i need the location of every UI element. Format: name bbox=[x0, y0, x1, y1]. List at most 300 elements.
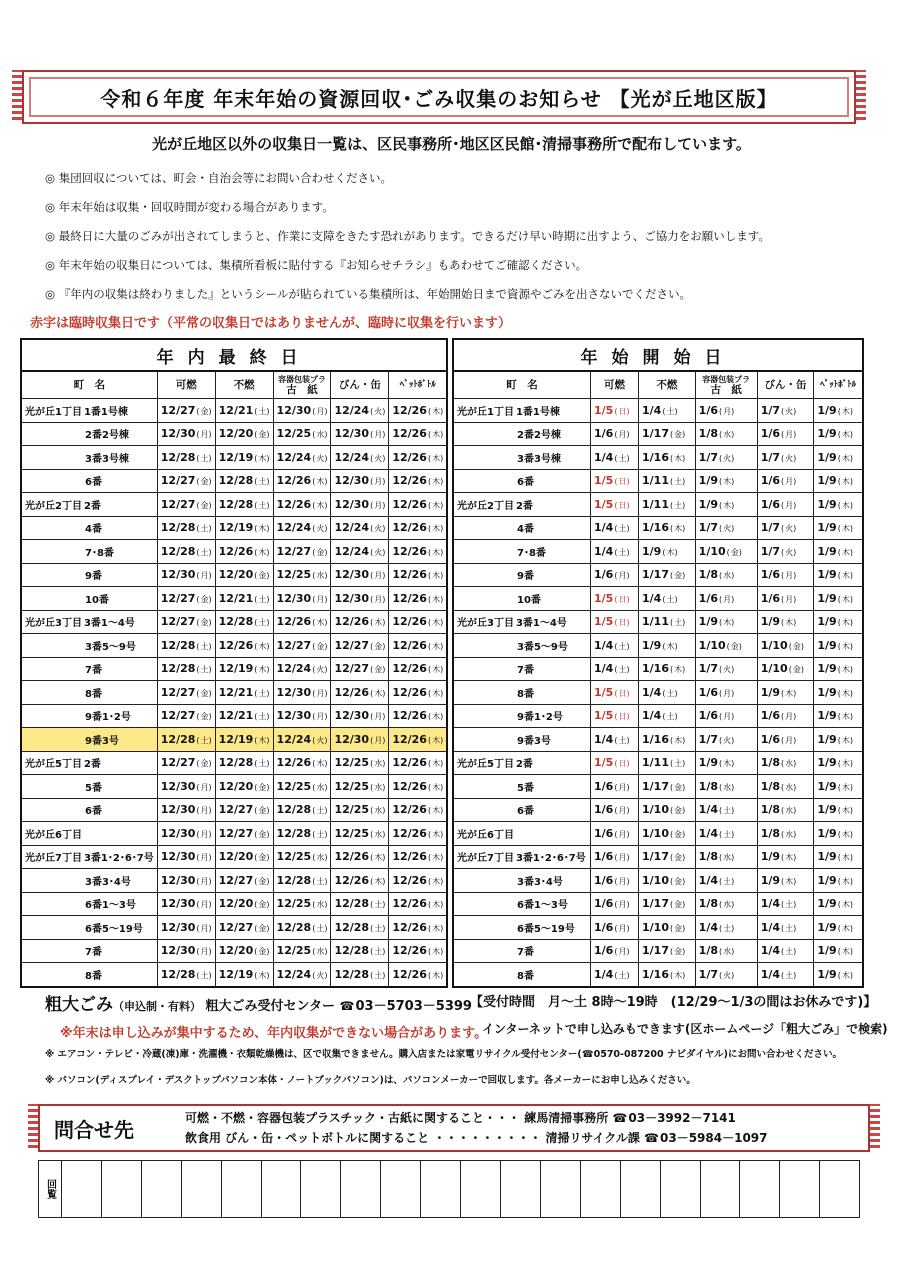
paren: ( bbox=[837, 829, 841, 839]
date-value: 12/26 bbox=[392, 944, 427, 958]
paren: ) bbox=[440, 500, 444, 510]
weekday-value: 木 bbox=[841, 500, 850, 510]
paren: ( bbox=[196, 430, 200, 440]
weekday-value: 金 bbox=[674, 923, 683, 933]
paren: ( bbox=[196, 829, 200, 839]
block-name: 9番3号 bbox=[85, 735, 119, 747]
weekday-value: 金 bbox=[730, 547, 739, 557]
paren: ( bbox=[370, 970, 374, 980]
date-cell bbox=[215, 869, 273, 893]
table-row bbox=[21, 916, 447, 940]
paren: ( bbox=[196, 947, 200, 957]
date-value: 12/21 bbox=[218, 685, 254, 699]
weekday-value: 木 bbox=[374, 853, 383, 863]
paren: ) bbox=[208, 900, 212, 910]
note-item: ◎ 『年内の収集は終わりました』というシールが貼られている集積所は、年始開始日まで資源やごみを出さないでください。 bbox=[45, 287, 691, 301]
weekday-value: 土 bbox=[674, 500, 683, 510]
date-cell bbox=[157, 540, 215, 564]
paren: ) bbox=[382, 594, 386, 604]
weekday-value: 土 bbox=[374, 970, 383, 980]
town-cell bbox=[21, 422, 157, 446]
weekday-value: 金 bbox=[792, 665, 801, 675]
phone-icon: ☎ bbox=[612, 1111, 628, 1125]
date-cell bbox=[591, 540, 639, 564]
date-cell bbox=[695, 399, 757, 423]
title-banner bbox=[22, 70, 856, 124]
town-cell bbox=[453, 822, 591, 846]
date-value: 12/27 bbox=[160, 591, 196, 605]
paren: ( bbox=[614, 618, 618, 628]
weekday-value: 土 bbox=[618, 453, 627, 463]
date-cell bbox=[695, 516, 757, 540]
paren: ( bbox=[837, 876, 841, 886]
paren: ) bbox=[440, 759, 444, 769]
table-row bbox=[453, 892, 863, 916]
date-cell bbox=[639, 704, 696, 728]
date-value: 1/10 bbox=[642, 803, 669, 817]
paren: ( bbox=[837, 594, 841, 604]
date-cell bbox=[591, 939, 639, 963]
date-cell bbox=[215, 469, 273, 493]
paren: ) bbox=[324, 524, 328, 534]
date-value: 1/9 bbox=[760, 685, 781, 699]
date-cell bbox=[331, 587, 389, 611]
paren: ( bbox=[370, 430, 374, 440]
weekday-value: 土 bbox=[200, 641, 209, 651]
date-cell bbox=[331, 563, 389, 587]
date-value: 1/8 bbox=[698, 568, 718, 582]
note-item: ◎ 年末年始は収集・回収時間が変わる場合があります。 bbox=[45, 200, 334, 214]
date-value: 12/25 bbox=[276, 568, 312, 582]
date-value: 1/8 bbox=[760, 756, 781, 770]
date-value: 1/10 bbox=[642, 826, 669, 840]
date-value: 12/26 bbox=[276, 615, 312, 629]
date-value: 12/30 bbox=[334, 474, 370, 488]
town-cell bbox=[21, 399, 157, 423]
date-value: 12/28 bbox=[276, 803, 312, 817]
date-cell bbox=[639, 798, 696, 822]
paren: ( bbox=[837, 430, 841, 440]
town-name: 光が丘2丁目 bbox=[457, 500, 514, 512]
weekday-value: 水 bbox=[785, 829, 794, 839]
date-cell bbox=[215, 845, 273, 869]
date-cell bbox=[695, 916, 757, 940]
table-row bbox=[21, 657, 447, 681]
paren: ) bbox=[208, 547, 212, 557]
town-cell bbox=[21, 916, 157, 940]
date-value: 12/27 bbox=[160, 615, 196, 629]
paren: ) bbox=[208, 782, 212, 792]
column-header bbox=[695, 371, 757, 399]
date-cell bbox=[389, 728, 447, 752]
weekday-value: 水 bbox=[316, 900, 325, 910]
date-cell bbox=[814, 587, 863, 611]
paren: ( bbox=[427, 876, 432, 886]
paren: ) bbox=[208, 923, 212, 933]
weekday-value: 金 bbox=[374, 665, 383, 675]
date-value: 1/16 bbox=[642, 662, 669, 676]
paren: ) bbox=[440, 829, 444, 839]
date-value: 1/5 bbox=[594, 403, 614, 417]
paren: ) bbox=[626, 594, 630, 604]
block-name: 3番5～9号 bbox=[517, 641, 568, 653]
column-header: 町 名 bbox=[453, 371, 591, 399]
date-value: 12/30 bbox=[160, 873, 196, 887]
column-header: ﾍﾟｯﾄﾎﾞﾄﾙ bbox=[389, 371, 447, 399]
paren: ( bbox=[312, 735, 316, 745]
date-value: 1/9 bbox=[817, 685, 837, 699]
table-row bbox=[453, 728, 863, 752]
weekday-value: 木 bbox=[432, 876, 441, 886]
paren: ) bbox=[440, 430, 444, 440]
weekday-value: 木 bbox=[841, 782, 850, 792]
paren: ) bbox=[793, 947, 797, 957]
paren: ) bbox=[793, 900, 797, 910]
date-value: 12/26 bbox=[392, 474, 427, 488]
paren: ( bbox=[670, 759, 674, 769]
date-cell bbox=[757, 657, 814, 681]
stamp-cell bbox=[581, 1161, 621, 1217]
date-value: 1/9 bbox=[817, 803, 837, 817]
paren: ) bbox=[849, 500, 853, 510]
weekday-value: 月 bbox=[618, 947, 627, 957]
date-cell bbox=[757, 916, 814, 940]
paren: ( bbox=[614, 970, 618, 980]
date-cell bbox=[757, 610, 814, 634]
paren: ( bbox=[370, 876, 374, 886]
paren: ) bbox=[382, 735, 386, 745]
paren: ) bbox=[440, 406, 444, 416]
paren: ( bbox=[427, 665, 432, 675]
paren: ) bbox=[440, 900, 444, 910]
paren: ) bbox=[382, 618, 386, 628]
paren: ( bbox=[837, 477, 841, 487]
weekday-value: 水 bbox=[785, 759, 794, 769]
paren: ) bbox=[626, 665, 630, 675]
date-value: 12/25 bbox=[276, 427, 312, 441]
town-cell bbox=[21, 822, 157, 846]
weekday-value: 木 bbox=[841, 665, 850, 675]
weekday-value: 月 bbox=[200, 853, 209, 863]
paren: ) bbox=[793, 782, 797, 792]
paren: ) bbox=[731, 759, 735, 769]
paren: ( bbox=[837, 453, 841, 463]
date-cell bbox=[273, 681, 331, 705]
town-name: 光が丘3丁目 bbox=[457, 618, 514, 630]
date-cell bbox=[389, 634, 447, 658]
paren: ( bbox=[614, 712, 618, 722]
date-value: 1/6 bbox=[760, 591, 781, 605]
paren: ) bbox=[626, 853, 630, 863]
date-cell bbox=[215, 916, 273, 940]
date-value: 12/20 bbox=[218, 850, 254, 864]
inquiry-line bbox=[185, 1109, 736, 1126]
paren: ) bbox=[849, 618, 853, 628]
note-item: ◎ 年末年始の収集日については、集積所看板に貼付する『お知らせチラシ』もあわせてご確認ください。 bbox=[45, 258, 588, 272]
paren: ) bbox=[849, 477, 853, 487]
weekday-value: 金 bbox=[674, 900, 683, 910]
paren: ) bbox=[208, 712, 212, 722]
paren: ) bbox=[793, 829, 797, 839]
date-value: 1/8 bbox=[698, 944, 718, 958]
paren: ( bbox=[196, 806, 200, 816]
date-value: 1/10 bbox=[642, 873, 669, 887]
date-value: 12/20 bbox=[218, 568, 254, 582]
date-cell bbox=[157, 775, 215, 799]
date-value: 12/19 bbox=[218, 450, 254, 464]
date-cell bbox=[757, 892, 814, 916]
date-value: 12/26 bbox=[392, 591, 427, 605]
paren: ) bbox=[382, 524, 386, 534]
date-cell bbox=[757, 634, 814, 658]
weekday-value: 木 bbox=[841, 947, 850, 957]
block-name: 6番1～3号 bbox=[517, 900, 568, 912]
paren: ( bbox=[670, 900, 674, 910]
weekday-value: 火 bbox=[374, 547, 383, 557]
date-value: 1/4 bbox=[760, 967, 781, 981]
date-cell bbox=[389, 869, 447, 893]
weekday-value: 木 bbox=[666, 547, 675, 557]
town-name: 光が丘6丁目 bbox=[457, 829, 514, 841]
date-value: 12/28 bbox=[334, 897, 370, 911]
paren: ( bbox=[719, 806, 723, 816]
paren: ( bbox=[781, 759, 785, 769]
date-cell bbox=[591, 563, 639, 587]
date-value: 1/9 bbox=[817, 709, 837, 723]
date-cell bbox=[215, 563, 273, 587]
date-cell bbox=[157, 587, 215, 611]
table-row bbox=[453, 657, 863, 681]
date-cell bbox=[814, 610, 863, 634]
date-cell bbox=[273, 775, 331, 799]
paren: ( bbox=[370, 947, 374, 957]
date-cell bbox=[331, 610, 389, 634]
date-value: 1/9 bbox=[817, 427, 837, 441]
block-name: 9番 bbox=[85, 571, 102, 583]
paren: ( bbox=[427, 923, 432, 933]
weekday-value: 日 bbox=[618, 406, 627, 416]
paren: ( bbox=[312, 524, 316, 534]
date-cell bbox=[695, 869, 757, 893]
weekday-value: 月 bbox=[618, 900, 627, 910]
paren: ( bbox=[312, 853, 316, 863]
weekday-value: 木 bbox=[374, 688, 383, 698]
year-end-body bbox=[21, 399, 447, 987]
date-cell bbox=[273, 751, 331, 775]
town-cell bbox=[453, 422, 591, 446]
town-cell bbox=[21, 704, 157, 728]
paren: ( bbox=[614, 430, 618, 440]
weekday-value: 土 bbox=[618, 524, 627, 534]
weekday-value: 月 bbox=[374, 500, 383, 510]
weekday-value: 火 bbox=[723, 524, 732, 534]
block-name: 7番 bbox=[517, 947, 534, 959]
paren: ( bbox=[614, 406, 618, 416]
paren: ( bbox=[614, 688, 618, 698]
paren: ) bbox=[208, 876, 212, 886]
date-cell bbox=[591, 845, 639, 869]
paren: ) bbox=[682, 524, 686, 534]
paren: ) bbox=[849, 806, 853, 816]
date-cell bbox=[331, 399, 389, 423]
paren: ) bbox=[793, 759, 797, 769]
stamp-cell bbox=[381, 1161, 421, 1217]
paren: ) bbox=[682, 806, 686, 816]
weekday-value: 金 bbox=[316, 547, 325, 557]
town-cell bbox=[453, 939, 591, 963]
date-cell bbox=[695, 446, 757, 470]
paren: ) bbox=[674, 641, 678, 651]
weekday-value: 金 bbox=[258, 947, 267, 957]
weekday-value: 水 bbox=[723, 900, 732, 910]
date-cell bbox=[591, 657, 639, 681]
weekday-value: 木 bbox=[841, 829, 850, 839]
bulk-paren: （申込制・有料） bbox=[113, 1000, 201, 1013]
weekday-value: 木 bbox=[374, 876, 383, 886]
block-name: 7番 bbox=[517, 665, 534, 677]
town-name: 光が丘7丁目 bbox=[25, 853, 82, 865]
paren: ( bbox=[254, 618, 258, 628]
date-value: 12/28 bbox=[160, 544, 196, 558]
subtitle: 光が丘地区以外の収集日一覧は、区民事務所･地区区民館･清掃事務所で配布しています。 bbox=[152, 135, 751, 153]
date-cell bbox=[695, 775, 757, 799]
date-value: 1/6 bbox=[698, 709, 718, 723]
weekday-value: 水 bbox=[316, 853, 325, 863]
date-cell bbox=[389, 798, 447, 822]
date-cell bbox=[215, 399, 273, 423]
table-row bbox=[21, 775, 447, 799]
weekday-value: 月 bbox=[723, 688, 732, 698]
weekday-value: 金 bbox=[258, 829, 267, 839]
date-value: 1/9 bbox=[817, 497, 837, 511]
paren: ) bbox=[674, 594, 678, 604]
date-cell bbox=[591, 728, 639, 752]
date-cell bbox=[389, 399, 447, 423]
date-cell bbox=[814, 493, 863, 517]
date-value: 12/19 bbox=[218, 521, 254, 535]
paren: ) bbox=[793, 712, 797, 722]
paren: ( bbox=[837, 688, 841, 698]
block-name: 8番 bbox=[85, 688, 102, 700]
paren: ) bbox=[208, 641, 212, 651]
weekday-value: 日 bbox=[618, 594, 627, 604]
date-cell bbox=[331, 681, 389, 705]
paren: ) bbox=[682, 571, 686, 581]
weekday-value: 土 bbox=[316, 806, 325, 816]
weekday-value: 金 bbox=[200, 618, 209, 628]
paren: ( bbox=[370, 759, 374, 769]
paren: ) bbox=[440, 547, 444, 557]
paren: ) bbox=[266, 453, 270, 463]
date-value: 1/9 bbox=[817, 873, 837, 887]
date-value: 12/28 bbox=[334, 967, 370, 981]
paren: ) bbox=[849, 829, 853, 839]
date-value: 1/4 bbox=[642, 709, 662, 723]
date-cell bbox=[814, 939, 863, 963]
table-row bbox=[21, 634, 447, 658]
paren: ( bbox=[370, 853, 374, 863]
paren: ( bbox=[726, 641, 730, 651]
table-row bbox=[453, 587, 863, 611]
date-cell bbox=[157, 892, 215, 916]
weekday-value: 土 bbox=[258, 712, 267, 722]
date-cell bbox=[591, 751, 639, 775]
date-cell bbox=[215, 422, 273, 446]
date-cell bbox=[695, 493, 757, 517]
note-item: ◎ 最終日に大量のごみが出されてしまうと、作業に支障をきたす恐れがあります。できるだけ早い時期に出すよう、ご協力をお願いします。 bbox=[45, 229, 770, 243]
paren: ( bbox=[781, 453, 785, 463]
weekday-value: 土 bbox=[666, 594, 675, 604]
date-value: 1/10 bbox=[760, 662, 788, 676]
date-cell bbox=[331, 516, 389, 540]
date-cell bbox=[695, 822, 757, 846]
bulk-warning: ※年末は申し込みが集中するため、年内収集ができない場合があります。 bbox=[60, 1026, 488, 1041]
town-cell bbox=[21, 469, 157, 493]
block-name: 1番1号棟 bbox=[83, 406, 128, 418]
weekday-value: 木 bbox=[432, 829, 441, 839]
paren: ( bbox=[254, 665, 258, 675]
date-value: 12/30 bbox=[334, 497, 370, 511]
weekday-value: 日 bbox=[618, 688, 627, 698]
date-value: 12/25 bbox=[276, 897, 312, 911]
paren: ( bbox=[312, 947, 316, 957]
date-value: 1/10 bbox=[698, 544, 726, 558]
date-cell bbox=[389, 422, 447, 446]
date-cell bbox=[695, 422, 757, 446]
paren: ( bbox=[670, 853, 674, 863]
date-cell bbox=[331, 469, 389, 493]
town-cell bbox=[453, 681, 591, 705]
paren: ( bbox=[196, 618, 200, 628]
town-cell bbox=[453, 493, 591, 517]
date-value: 1/4 bbox=[594, 967, 614, 981]
block-name: 3番3号棟 bbox=[85, 453, 129, 465]
phone-icon: ☎ bbox=[644, 1131, 659, 1145]
weekday-value: 日 bbox=[618, 759, 627, 769]
block-name: 9番1･2号 bbox=[85, 712, 131, 724]
column-header: びん・缶 bbox=[757, 371, 814, 399]
date-value: 1/7 bbox=[760, 450, 781, 464]
town-cell bbox=[453, 775, 591, 799]
paren: ) bbox=[266, 947, 270, 957]
weekday-value: 木 bbox=[258, 735, 267, 745]
block-name: 7･8番 bbox=[517, 547, 546, 559]
paren: ) bbox=[266, 524, 270, 534]
date-value: 12/24 bbox=[276, 732, 312, 746]
paren: ( bbox=[254, 900, 258, 910]
date-cell bbox=[695, 681, 757, 705]
paren: ) bbox=[324, 665, 328, 675]
weekday-value: 木 bbox=[432, 759, 441, 769]
paren: ( bbox=[719, 453, 723, 463]
date-value: 12/19 bbox=[218, 662, 254, 676]
weekday-value: 土 bbox=[200, 665, 209, 675]
paren: ( bbox=[662, 641, 666, 651]
paren: ( bbox=[719, 618, 723, 628]
date-value: 12/27 bbox=[160, 497, 196, 511]
date-value: 12/27 bbox=[334, 638, 370, 652]
paren: ) bbox=[682, 665, 686, 675]
paren: ( bbox=[719, 477, 723, 487]
paren: ) bbox=[626, 923, 630, 933]
paren: ( bbox=[312, 876, 316, 886]
town-cell bbox=[21, 610, 157, 634]
paren: ( bbox=[370, 477, 374, 487]
paren: ( bbox=[781, 524, 785, 534]
paren: ) bbox=[324, 923, 328, 933]
paren: ) bbox=[849, 641, 853, 651]
weekday-value: 土 bbox=[200, 970, 209, 980]
